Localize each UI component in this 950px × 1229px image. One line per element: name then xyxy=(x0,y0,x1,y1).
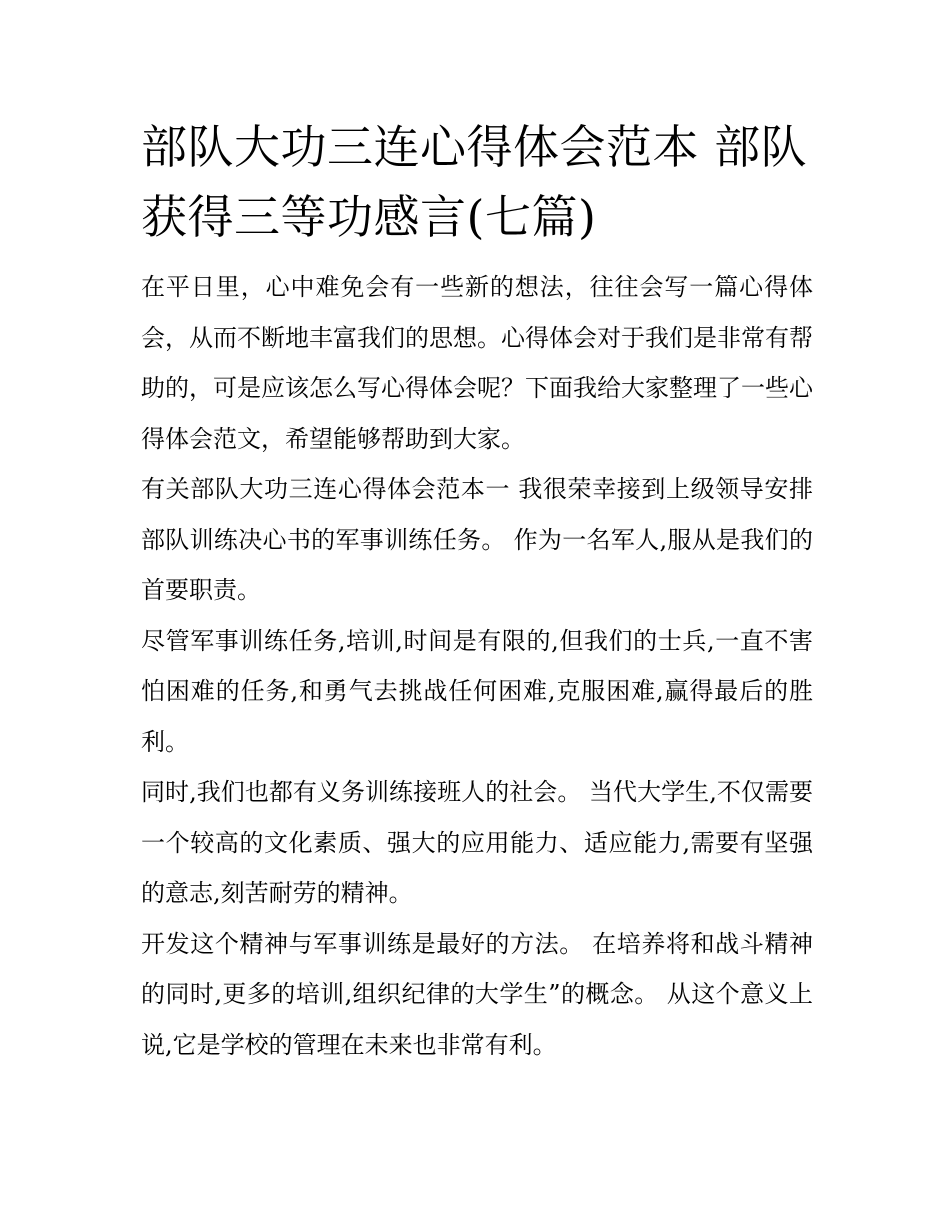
document-body xyxy=(141,262,813,1070)
paragraph-successor-training: 同时,我们也都有义务训练接班人的社会。 当代大学生,不仅需要一个较高的文化素质、强大的应用能力、适应能力,需要有坚强的意志,刻苦耐劳的精神。 xyxy=(141,778,813,907)
paragraph-military-spirit: 开发这个精神与军事训练是最好的方法。 在培养将和战斗精神的同时,更多的培训,组织纪律的大学生”的概念。 从这个意义上说,它是学校的管理在未来也非常有利。 xyxy=(141,929,813,1059)
paragraph-training-difficulty: 尽管军事训练任务,培训,时间是有限的,但我们的士兵,一直不害怕困难的任务,和勇气去挑战任何困难,克服困难,赢得最后的胜利。 xyxy=(141,626,813,756)
document-content xyxy=(141,112,813,1070)
paragraph-sample-one: 有关部队大功三连心得体会范本一 我很荣幸接到上级领导安排部队训练决心书的军事训练任务。 作为一名军人,服从是我们的首要职责。 xyxy=(141,475,813,604)
paragraph-intro: 在平日里，心中难免会有一些新的想法，往往会写一篇心得体会，从而不断地丰富我们的思想。心得体会对于我们是非常有帮助的，可是应该怎么写心得体会呢？下面我给大家整理了一些心得体会范文，希望能够帮助到大家。 xyxy=(141,273,813,453)
document-title: 部队大功三连心得体会范本 部队获得三等功感言(七篇) xyxy=(141,120,808,244)
